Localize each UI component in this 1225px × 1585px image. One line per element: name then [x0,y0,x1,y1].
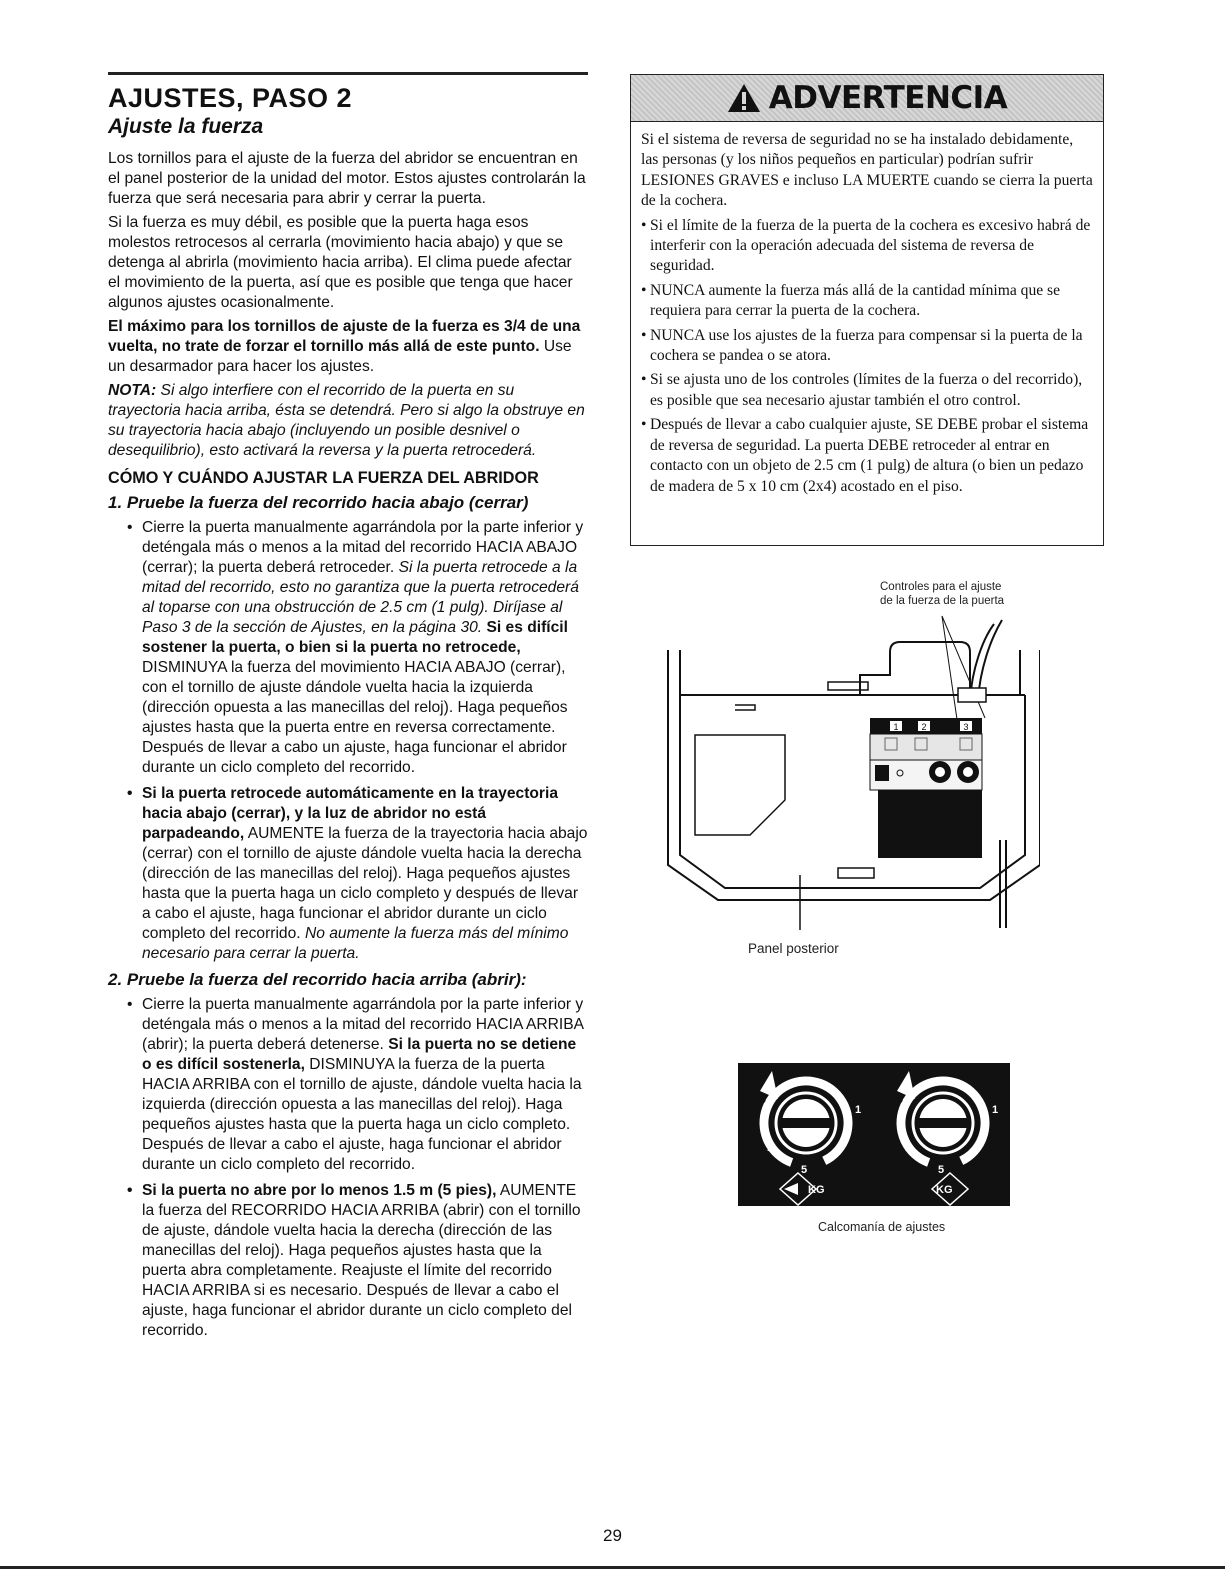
svg-text:KG: KG [936,1184,953,1196]
adjustment-decal [738,1063,1010,1206]
step-2-bullet-2: • Si la puerta no abre por lo menos 1.5 m (5 pies), AUMENTE la fuerza del RECORRIDO HACIA ARRIBA (abrir) con el tornillo de ajuste, dándole vuelta hacia la derecha (dirección de las manecillas del reloj). Haga pequeños ajustes hasta que la puerta abra completamente. Reajuste el límite del recorrido HACIA ARRIBA si es necesario. Después de llevar a cabo el ajuste, haga funcionar el abridor durante un ciclo completo del recorrido. [127,1182,581,1339]
svg-text:9: 9 [897,1094,904,1106]
step-1-bullet-1: • Cierre la puerta manualmente agarrándola por la parte inferior y deténgala más o menos a la mitad del recorrido HACIA ABAJO (cerrar); la puerta deberá retroceder. Si la puerta retrocede a la mitad del recorrido, esto no garantiza que la puerta retrocederá al toparse con una obstrucción de 2.5 cm (1 pulg). Diríjase al Paso 3 de la sección de Ajustes, en la página 30. Si es difícil sostener la puerta, o bien si la puerta no retrocede, DISMINUYA la fuerza del movimiento HACIA ABAJO (cerrar), con el tornillo de ajuste dándole vuelta hacia la izquierda (dirección opuesta a las manecillas del reloj). Haga pequeños ajustes hasta que la puerta entre en reversa correctamente. Después de llevar a cabo un ajuste, haga funcionar el abridor durante un ciclo completo del recorrido. [127,519,584,776]
step-2-heading: 2. Pruebe la fuerza del recorrido hacia arriba (abrir): [108,970,527,989]
warning-item: • NUNCA use los ajustes de la fuerza para compensar si la puerta de la cochera se pandea o se atora. [641,326,1083,365]
svg-text:7: 7 [904,1142,911,1154]
step-1-bullet-1-italic: Si la puerta retrocede a la mitad del recorrido, esto no garantiza que la puerta retrocederá al toparse con una obstrucción de 2.5 cm (1 pulg). Diríjase al Paso 3 de la sección de Ajustes, en la página 30. [142,559,579,636]
warning-box [630,74,1104,546]
note-label: NOTA: [108,382,157,399]
svg-text:5: 5 [801,1164,808,1176]
step-2-bullet-2-text: AUMENTE la fuerza del RECORRIDO HACIA ARRIBA (abrir) con el tornillo de ajuste, dándole vuelta hacia la derecha (dirección de las manecillas del reloj). Haga pequeños ajustes hasta que la puerta abra completamente. Reajuste el límite del recorrido HACIA ARRIBA si es necesario. Después de llevar a cabo el ajuste, haga funcionar el abridor durante un ciclo completo del recorrido. [142,1182,581,1339]
intro-paragraph-1: Los tornillos para el ajuste de la fuerza del abridor se encuentran en el panel posterior de la unidad del motor. Estos ajustes controlarán la fuerza que será necesaria para abrir y cerrar la puerta. [108,150,586,207]
svg-text:1: 1 [992,1104,999,1116]
section-subheading: Ajuste la fuerza [108,115,264,138]
note-paragraph [108,381,588,461]
svg-text:5: 5 [938,1164,945,1176]
step-2-bullet-1-rest: DISMINUYA la fuerza de la puerta HACIA ARRIBA con el tornillo de ajuste, dándole vuelta hacia la izquierda (dirección opuesta a las manecillas del reloj). Haga pequeños ajustes hasta que la puerta haga un ciclo completo. Después de llevar a cabo el ajuste, haga funcionar el abridor durante un ciclo completo del recorrido. [142,1056,582,1173]
step-2-bullet-2-bold: Si la puerta no abre por lo menos 1.5 m (5 pies), [142,1182,497,1199]
intro-paragraph-2: Si la fuerza es muy débil, es posible que la puerta haga esos molestos retrocesos al cerrarla (movimiento hacia abajo) y que se detenga al abrirla (movimiento hacia arriba). El clima puede afectar el movimiento de la puerta, así que es posible que tenga que hacer algunos ajustes ocasionalmente. [108,214,573,311]
warning-banner [631,75,1103,122]
bottom-rule [0,1566,1225,1569]
step-2-bullet-1: • Cierre la puerta manualmente agarrándola por la parte inferior y deténgala más o menos a la mitad del recorrido HACIA ARRIBA (abrir); la puerta deberá detenerse. Si la puerta no se detiene o es difícil sostenerla, DISMINUYA la fuerza de la puerta HACIA ARRIBA con el tornillo de ajuste, dándole vuelta hacia la izquierda (dirección opuesta a las manecillas del reloj). Haga pequeños ajustes hasta que la puerta haga un ciclo completo. Después de llevar a cabo el ajuste, haga funcionar el abridor durante un ciclo completo del recorrido. [127,996,584,1173]
decal-label: Calcomanía de ajustes [818,1220,946,1234]
svg-text:7: 7 [766,1142,773,1154]
max-turn-bold: El máximo para los tornillos de ajuste de la fuerza es 3/4 de una vuelta, no trate de forzar el tornillo más allá de este punto. [108,318,581,355]
svg-text:1: 1 [893,722,899,732]
svg-text:3: 3 [963,722,969,732]
svg-text:9: 9 [760,1094,767,1106]
warning-item: • Después de llevar a cabo cualquier ajuste, SE DEBE probar el sistema de reversa de seguridad. La puerta DEBE retroceder al entrar en contacto con un objeto de 2.5 cm (1 pulg) de altura (o bien un pedazo de madera de 5 x 10 cm (2x4) acostado en el piso. [641,416,1089,495]
warning-triangle-icon [727,83,761,113]
warning-item: • NUNCA aumente la fuerza más allá de la cantidad mínima que se requiera para cerrar la puerta de la cochera. [641,281,1061,320]
note-text: Si algo interfiere con el recorrido de la puerta en su trayectoria hacia arriba, ésta se detendrá. Pero si algo la obstruye en su trayectoria hacia abajo (incluyendo un posible desnivel o desequilibrio), esto activará la reversa y la puerta retrocederá. [108,382,585,459]
warning-intro: Si el sistema de reversa de seguridad no se ha instalado debidamente, las personas (y los niños pequeños en particular) podrían sufrir LESIONES GRAVES e incluso LA MUERTE cuando se cierra la puerta de la cochera. [641,131,1093,210]
max-turn-paragraph [108,317,588,377]
how-when-heading: CÓMO Y CUÁNDO AJUSTAR LA FUERZA DEL ABRIDOR [108,469,539,487]
step-2-bullet-1-bold: Si la puerta no se detiene o es difícil sostenerla, [142,1036,577,1073]
step-1-bullet-1-bold: Si es difícil sostener la puerta, o bien si la puerta no retrocede, [142,619,568,656]
warning-item: • Si el límite de la fuerza de la puerta de la cochera es excesivo habrá de interferir con la operación adecuada del sistema de reversa de seguridad. [641,216,1091,275]
warning-item: • Si se ajusta uno de los controles (límites de la fuerza o del recorrido), es posible que sea necesario ajustar también el otro control. [641,371,1083,409]
svg-text:2: 2 [921,722,927,732]
rear-panel-label: Panel posterior [748,941,839,956]
section-heading: AJUSTES, PASO 2 [108,83,353,113]
warning-body [631,122,1103,497]
step-2-bullet-1-text: Cierre la puerta manualmente agarrándola por la parte inferior y deténgala más o menos a la mitad del recorrido HACIA ARRIBA (abrir); la puerta deberá detenerse. [142,996,584,1053]
step-1-heading: 1. Pruebe la fuerza del recorrido hacia abajo (cerrar) [108,493,529,512]
left-column [108,72,588,1347]
step-1-bullet-1-text: Cierre la puerta manualmente agarrándola por la parte inferior y deténgala más o menos a la mitad del recorrido HACIA ABAJO (cerrar); la puerta deberá retroceder. [142,519,584,576]
step-1-bullet-2-text: AUMENTE la fuerza de la trayectoria hacia abajo (cerrar) con el tornillo de ajuste dándole vuelta hacia la derecha (dirección de las manecillas del reloj). Haga pequeños ajustes hasta que la puerta haga un ciclo completo y después de llevar a cabo el ajuste, haga funcionar el abridor durante un ciclo completo del recorrido. [142,825,588,942]
step-1-bullet-2-italic: No aumente la fuerza más del mínimo necesario para cerrar la puerta. [142,925,569,962]
svg-text:1: 1 [855,1104,862,1116]
right-column [630,74,1104,546]
svg-text:3: 3 [841,1138,848,1150]
step-1-bullet-2-bold: Si la puerta retrocede automáticamente en la trayectoria hacia abajo (cerrar), y la luz de abridor no está parpadeando, [142,785,558,842]
heading-rule [108,72,588,75]
warning-title: ADVERTENCIA [768,80,1008,116]
svg-text:KG: KG [808,1184,825,1196]
controls-label: Controles para el ajuste de la fuerza de la puerta [880,581,1005,607]
max-turn-rest: Use un desarmador para hacer los ajustes. [108,338,572,375]
motor-unit-diagram [660,610,1040,940]
page-number: 29 [603,1526,622,1545]
svg-text:3: 3 [978,1138,985,1150]
step-1-bullet-1-rest: DISMINUYA la fuerza del movimiento HACIA ABAJO (cerrar), con el tornillo de ajuste dándole vuelta hacia la izquierda (dirección opuesta a las manecillas del reloj). Haga pequeños ajustes hasta que la puerta entre en reversa correctamente. Después de llevar a cabo un ajuste, haga funcionar el abridor durante un ciclo completo del recorrido. [142,659,568,776]
step-1-bullet-2: • Si la puerta retrocede automáticamente en la trayectoria hacia abajo (cerrar), y la luz de abridor no está parpadeando, AUMENTE la fuerza de la trayectoria hacia abajo (cerrar) con el tornillo de ajuste dándole vuelta hacia la derecha (dirección de las manecillas del reloj). Haga pequeños ajustes hasta que la puerta haga un ciclo completo y después de llevar a cabo el ajuste, haga funcionar el abridor durante un ciclo completo del recorrido. No aumente la fuerza más del mínimo necesario para cerrar la puerta. [127,785,588,962]
